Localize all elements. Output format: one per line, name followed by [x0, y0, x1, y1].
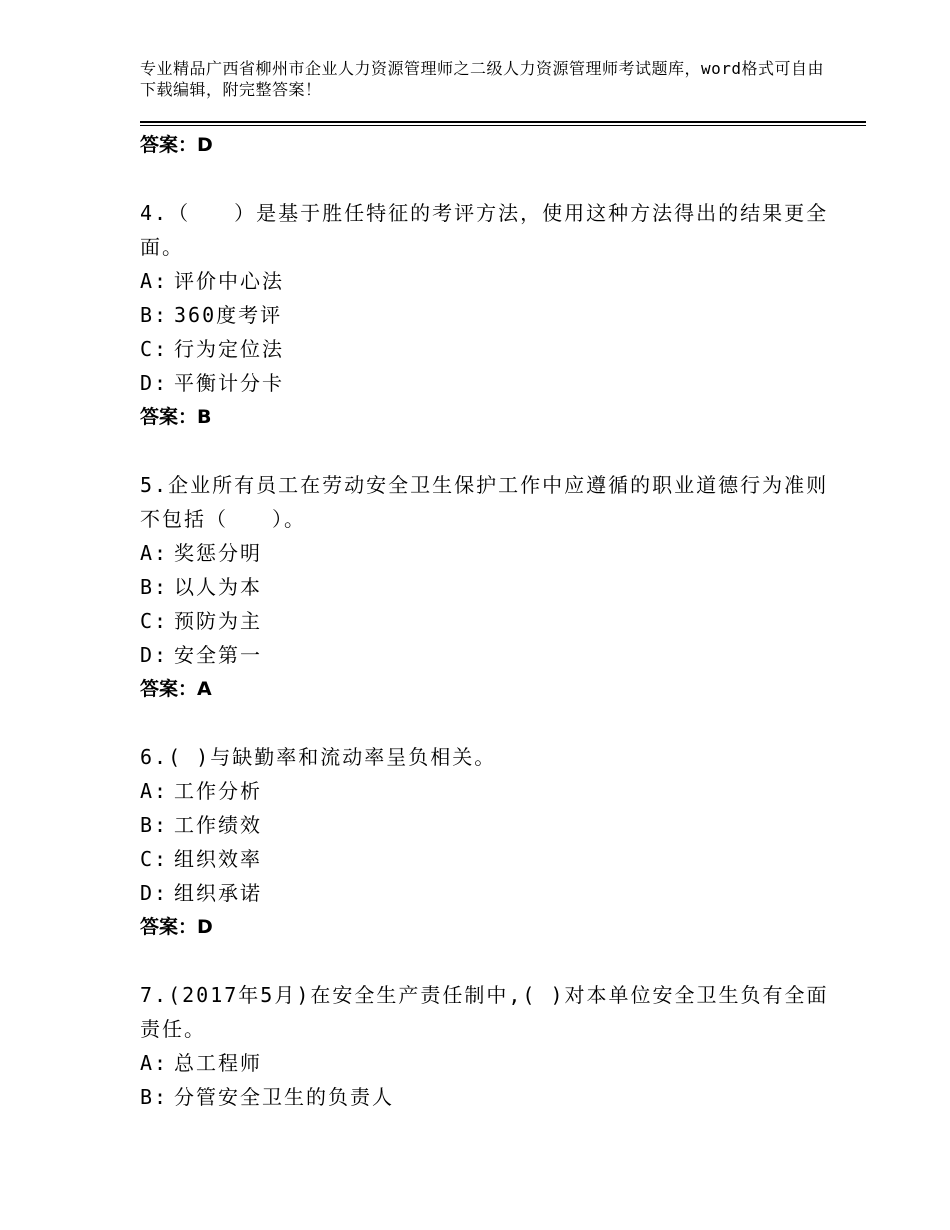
question-item — [140, 468, 840, 706]
option-a — [140, 264, 840, 298]
option-text: 分管安全卫生的负责人 — [174, 1085, 394, 1109]
option-text: 预防为主 — [174, 609, 262, 633]
option-b — [140, 1080, 840, 1114]
option-letter: A: — [140, 1051, 169, 1075]
option-a — [140, 536, 840, 570]
question-item — [140, 978, 840, 1114]
option-text: 组织承诺 — [174, 881, 262, 905]
option-text: 总工程师 — [174, 1051, 262, 1075]
question-stem: 7.(2017年5月)在安全生产责任制中,( )对本单位安全卫生负有全面责任。 — [140, 983, 829, 1041]
option-text: 工作绩效 — [174, 813, 262, 837]
answer-line: 答案：A — [140, 678, 212, 700]
option-text: 安全第一 — [174, 643, 262, 667]
option-letter: C: — [140, 337, 169, 361]
option-letter: B: — [140, 813, 169, 837]
option-c — [140, 842, 840, 876]
option-letter: D: — [140, 371, 169, 395]
question-stem: 4.（ ）是基于胜任特征的考评方法，使用这种方法得出的结果更全面。 — [140, 201, 829, 259]
option-letter: C: — [140, 609, 169, 633]
option-text: 行为定位法 — [174, 337, 284, 361]
option-letter: B: — [140, 1085, 169, 1109]
header-divider-thick — [140, 121, 866, 123]
option-letter: A: — [140, 269, 169, 293]
option-text: 评价中心法 — [174, 269, 284, 293]
option-letter: B: — [140, 303, 169, 327]
option-b — [140, 808, 840, 842]
option-d — [140, 366, 840, 400]
option-c — [140, 604, 840, 638]
page-header: 专业精品广西省柳州市企业人力资源管理师之二级人力资源管理师考试题库，word格式可自由下载编辑，附完整答案！ — [140, 59, 825, 99]
option-a — [140, 1046, 840, 1080]
option-c — [140, 332, 840, 366]
option-text: 平衡计分卡 — [174, 371, 284, 395]
option-text: 360度考评 — [174, 303, 283, 327]
answer-line: 答案：D — [140, 134, 213, 156]
option-text: 工作分析 — [174, 779, 262, 803]
option-text: 以人为本 — [174, 575, 262, 599]
answer-line: 答案：D — [140, 916, 213, 938]
option-letter: A: — [140, 541, 169, 565]
question-stem: 5.企业所有员工在劳动安全卫生保护工作中应遵循的职业道德行为准则不包括（ ）。 — [140, 473, 829, 531]
answer-line: 答案：B — [140, 406, 212, 428]
option-letter: D: — [140, 881, 169, 905]
header-divider-thin — [140, 125, 866, 126]
question-item — [140, 740, 840, 944]
question-stem: 6.( )与缺勤率和流动率呈负相关。 — [140, 745, 497, 769]
option-letter: B: — [140, 575, 169, 599]
option-text: 组织效率 — [174, 847, 262, 871]
option-letter: C: — [140, 847, 169, 871]
option-a — [140, 774, 840, 808]
option-b — [140, 570, 840, 604]
option-d — [140, 876, 840, 910]
option-text: 奖惩分明 — [174, 541, 262, 565]
option-d — [140, 638, 840, 672]
question-item — [140, 196, 840, 434]
option-letter: A: — [140, 779, 169, 803]
question-list — [140, 128, 840, 1114]
option-letter: D: — [140, 643, 169, 667]
option-b — [140, 298, 840, 332]
